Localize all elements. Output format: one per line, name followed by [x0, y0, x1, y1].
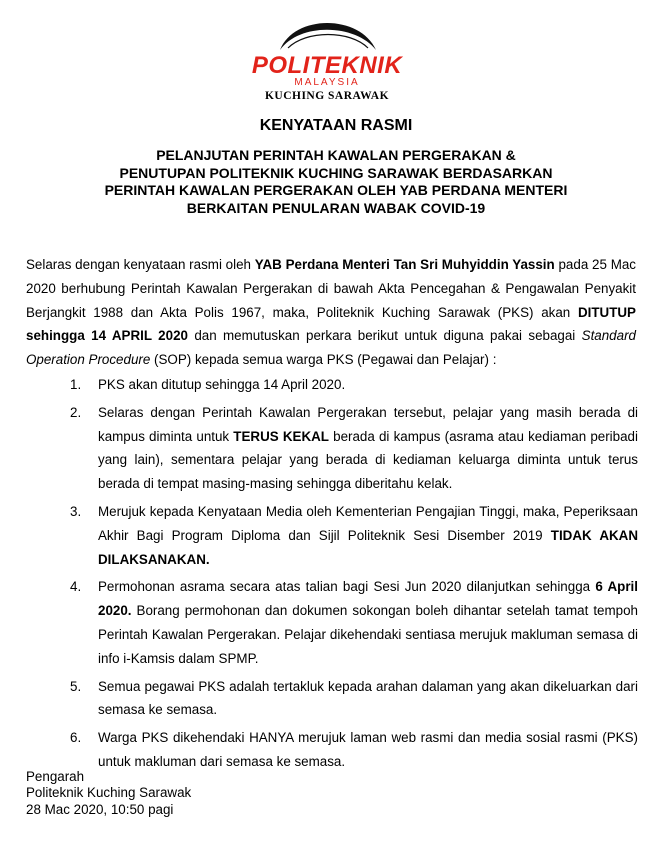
- signature-org: Politeknik Kuching Sarawak: [26, 785, 192, 801]
- intro-text: dan memutuskan perkara berikut untuk diguna pakai sebagai: [187, 328, 582, 344]
- logo-campus: KUCHING SARAWAK: [264, 90, 390, 102]
- intro-text: Selaras dengan kenyataan rasmi oleh: [26, 257, 255, 272]
- intro-sop-term: Standard Operation Procedure: [26, 328, 636, 368]
- subject-line: PERINTAH KAWALAN PERGERAKAN OLEH YAB PERDANA MENTERI: [104, 182, 568, 198]
- list-item: [70, 726, 638, 774]
- list-item: [70, 373, 638, 397]
- list-emphasis: TIDAK AKAN DILAKSANAKAN.: [98, 527, 638, 567]
- list-number: 3.: [70, 503, 82, 519]
- document-title: KENYATAAN RASMI: [259, 117, 413, 134]
- list-number: 1.: [70, 377, 82, 392]
- signature-role: Pengarah: [26, 769, 85, 784]
- list-number: 4.: [70, 579, 82, 595]
- politeknik-logo: [232, 8, 422, 108]
- subject-heading: [0, 147, 672, 217]
- list-text: Semua pegawai PKS adalah tertakluk kepada arahan dalaman yang akan dikeluarkan dari semasa ke semasa.: [98, 678, 638, 718]
- list-item: [70, 500, 638, 571]
- logo-country: MALAYSIA: [294, 77, 360, 88]
- intro-text: pada 25 Mac 2020 berhubung Perintah Kawalan Pergerakan di bawah Akta Pencegahan & Pengawalan Penyakit Berjangkit 1988 dan Akta Polis 1967, maka, Politeknik Kuching Sarawak (PKS) akan: [26, 257, 636, 320]
- intro-paragraph: [26, 253, 636, 372]
- list-emphasis: 6 April 2020.: [98, 579, 638, 619]
- list-text: berada di kampus (asrama atau kediaman peribadi yang lain), sementara pelajar yang berada di kediaman keluarga diminta untuk terus berada di tempat masing-masing sehingga diberitahu kelak.: [98, 428, 638, 492]
- intro-closure-date: DITUTUP sehingga 14 APRIL 2020: [26, 304, 636, 344]
- list-number: 6.: [70, 730, 82, 746]
- list-text: Borang permohonan dan dokumen sokongan boleh dihantar setelah tamat tempoh Perintah Kawalan Pergerakan. Pelajar dikehendaki sentiasa merujuk makluman semasa di info i-Kamsis dalam SPMP.: [98, 603, 638, 666]
- list-text: Warga PKS dikehendaki HANYA merujuk laman web rasmi dan media sosial rasmi (PKS) untuk makluman dari semasa ke semasa.: [98, 730, 638, 769]
- list-text: Selaras dengan Perintah Kawalan Pergerakan tersebut, pelajar yang masih berada di kampus diminta untuk: [98, 404, 638, 444]
- list-item: [70, 575, 638, 670]
- subject-line: BERKAITAN PENULARAN WABAK COVID-19: [186, 199, 486, 216]
- list-emphasis: TERUS KEKAL: [233, 428, 329, 444]
- subject-line: PELANJUTAN PERINTAH KAWALAN PERGERAKAN &: [156, 147, 516, 163]
- list-item: [70, 401, 638, 496]
- list-number: 2.: [70, 404, 82, 420]
- list-text: PKS akan ditutup sehingga 14 April 2020.: [98, 377, 346, 392]
- intro-pm-name: YAB Perdana Menteri Tan Sri Muhyiddin Yassin: [254, 257, 555, 272]
- list-item: [70, 675, 638, 723]
- list-number: 5.: [70, 678, 82, 694]
- signature-date: 28 Mac 2020, 10:50 pagi: [26, 801, 174, 817]
- signature-block: [26, 769, 191, 818]
- subject-line: PENUTUPAN POLITEKNIK KUCHING SARAWAK BERDASARKAN: [119, 164, 553, 181]
- logo-wordmark: POLITEKNIK: [251, 52, 403, 79]
- list-text: Permohonan asrama secara atas talian bagi Sesi Jun 2020 dilanjutkan sehingga: [98, 579, 596, 595]
- decision-list: [70, 373, 638, 778]
- intro-text: (SOP) kepada semua warga PKS (Pegawai dan Pelajar) :: [150, 352, 497, 368]
- list-text: Merujuk kepada Kenyataan Media oleh Kementerian Pengajian Tinggi, maka, Peperiksaan Akhir Bagi Program Diploma dan Sijil Politeknik Sesi Disember 2019: [98, 503, 638, 543]
